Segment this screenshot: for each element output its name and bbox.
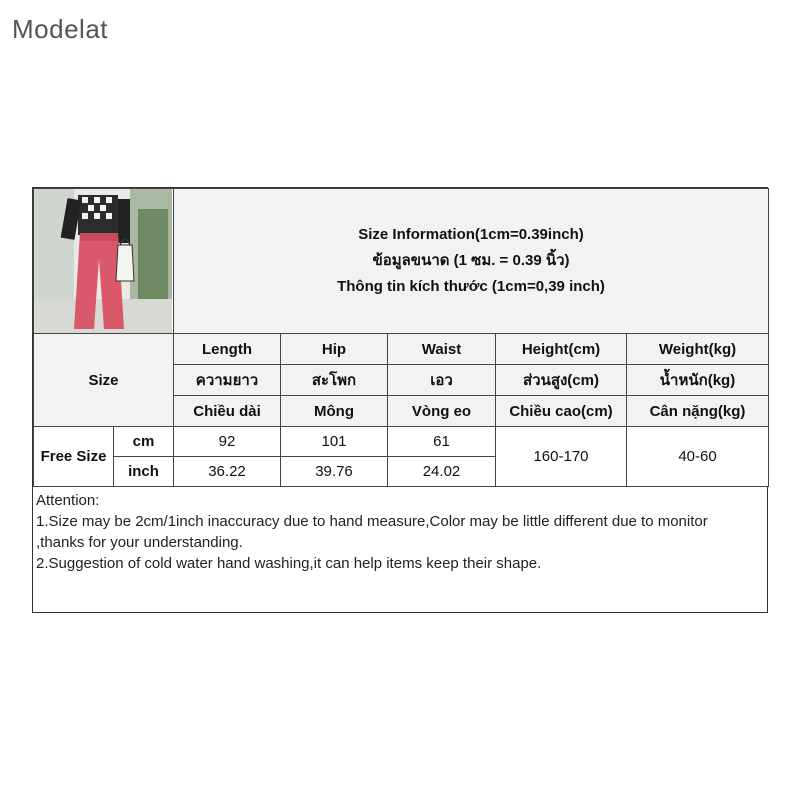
length-inch-value: 36.22 [174,457,281,487]
free-size-label: Free Size [34,427,114,487]
header-weight-en: Weight(kg) [627,334,769,365]
attention-note-1-continued: ,thanks for your understanding. [36,534,243,551]
title-english: Size Information(1cm=0.39inch) [358,226,584,243]
header-length-vi: Chiều dài [174,396,281,427]
header-length-th: ความยาว [174,365,281,396]
attention-note-2: 2.Suggestion of cold water hand washing,it can help items keep their shape. [36,555,542,572]
unit-cm: cm [114,427,174,457]
attention-notes [36,490,766,574]
header-height-en: Height(cm) [496,334,627,365]
product-photo [34,189,174,334]
header-hip-en: Hip [281,334,388,365]
hip-cm-value: 101 [281,427,388,457]
title-thai: ข้อมูลขนาด (1 ซม. = 0.39 นิ้ว) [372,252,570,269]
brand-name: Modelat [12,14,108,44]
header-hip-vi: Mông [281,396,388,427]
title-vietnamese: Thông tin kích thước (1cm=0,39 inch) [337,278,605,295]
waist-cm-value: 61 [388,427,496,457]
length-cm-value: 92 [174,427,281,457]
header-length-en: Length [174,334,281,365]
height-range-value: 160-170 [496,427,627,487]
model-photo-image [34,189,172,333]
header-height-vi: Chiều cao(cm) [496,396,627,427]
hip-inch-value: 39.76 [281,457,388,487]
header-waist-vi: Vòng eo [388,396,496,427]
size-label: Size [34,334,174,427]
header-waist-en: Waist [388,334,496,365]
header-weight-vi: Cân nặng(kg) [627,396,769,427]
attention-heading: Attention: [36,492,100,509]
header-waist-th: เอว [388,365,496,396]
unit-inch: inch [114,457,174,487]
waist-inch-value: 24.02 [388,457,496,487]
weight-range-value: 40-60 [627,427,769,487]
header-weight-th: น้ำหนัก(kg) [627,365,769,396]
size-info-title [174,189,769,334]
size-table [33,188,769,487]
attention-note-1: 1.Size may be 2cm/1inch inaccuracy due to hand measure,Color may be little different due to monitor [36,513,708,530]
header-height-th: ส่วนสูง(cm) [496,365,627,396]
size-chart-sheet [32,187,768,613]
header-hip-th: สะโพก [281,365,388,396]
